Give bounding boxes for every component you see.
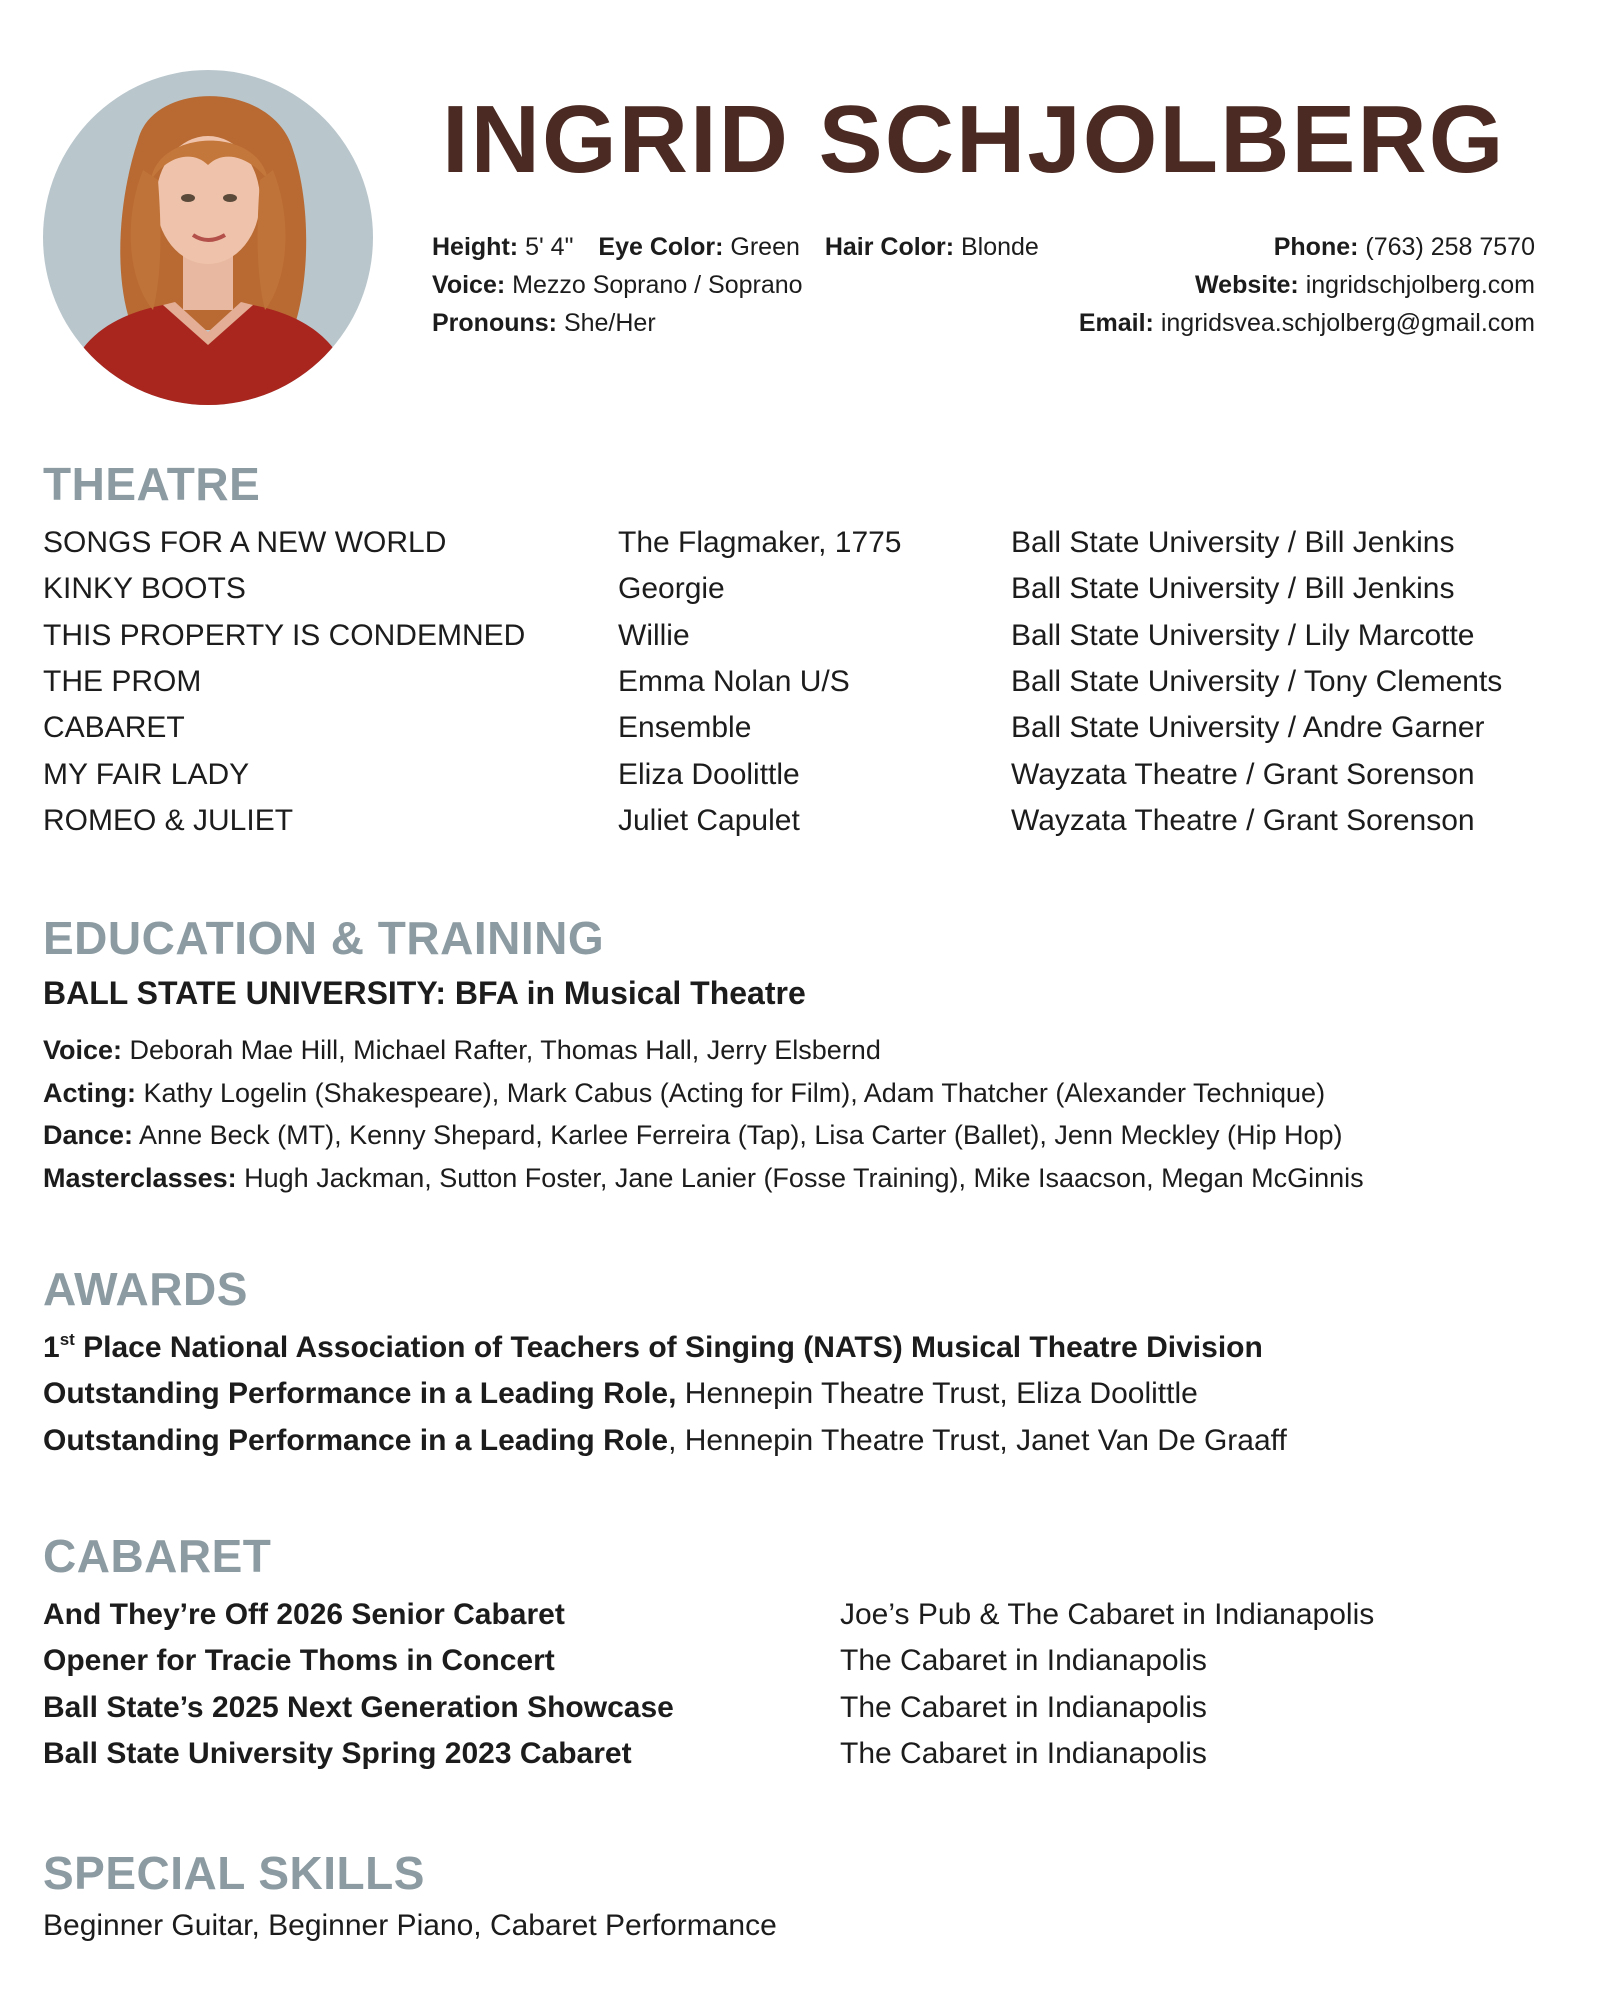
award-place-suffix: st xyxy=(59,1330,75,1349)
award-item xyxy=(43,1418,1287,1464)
award-title: Outstanding Performance in a Leading Role xyxy=(43,1423,669,1457)
cabaret-heading: CABARET xyxy=(43,1530,272,1582)
personal-info xyxy=(432,228,1039,342)
voice-value: Mezzo Soprano / Soprano xyxy=(512,271,803,299)
credit-show: ROMEO & JULIET xyxy=(43,803,294,837)
cabaret-event: Ball State University Spring 2023 Cabaret xyxy=(43,1737,632,1771)
credit-venue: Ball State University / Tony Clements xyxy=(1011,665,1503,699)
credit-role: Georgie xyxy=(618,572,725,606)
voice-line xyxy=(432,266,1039,304)
training-value: Anne Beck (MT), Kenny Shepard, Karlee Ferreira (Tap), Lisa Carter (Ballet), Jenn Meckley (Hip Hop) xyxy=(139,1120,1343,1150)
pronouns-label: Pronouns: xyxy=(432,309,557,337)
hair-color-value: Blonde xyxy=(960,233,1039,261)
training-label: Dance: xyxy=(43,1120,134,1150)
phone-line xyxy=(1079,228,1535,266)
email-line xyxy=(1079,304,1535,342)
eye-color-label: Eye Color: xyxy=(598,233,724,261)
credit-show: CABARET xyxy=(43,711,185,745)
cabaret-venue: Joe’s Pub & The Cabaret in Indianapolis xyxy=(840,1598,1375,1632)
hair-color-label: Hair Color: xyxy=(824,233,955,261)
phone-label: Phone: xyxy=(1273,233,1359,261)
training-value: Kathy Logelin (Shakespeare), Mark Cabus (Acting for Film), Adam Thatcher (Alexander Technique) xyxy=(143,1077,1326,1108)
credit-show: THE PROM xyxy=(43,665,202,699)
credit-row xyxy=(43,798,1502,844)
eye-color-value: Green xyxy=(730,233,800,261)
email-label: Email: xyxy=(1078,309,1154,337)
pronouns-line xyxy=(432,304,1039,342)
credit-role: The Flagmaker, 1775 xyxy=(618,526,902,560)
credit-role: Juliet Capulet xyxy=(618,803,800,837)
award-title: Place National Association of Teachers of Singing (NATS) Musical Theatre Division xyxy=(74,1331,1263,1364)
credit-role: Eliza Doolittle xyxy=(618,757,800,791)
skills-heading: SPECIAL SKILLS xyxy=(43,1847,425,1899)
credit-role: Emma Nolan U/S xyxy=(618,665,850,699)
training-line xyxy=(43,1072,1364,1115)
website-line xyxy=(1079,266,1535,304)
theatre-credits xyxy=(43,520,1502,844)
award-detail: , Hennepin Theatre Trust, Janet Van De Graaff xyxy=(668,1423,1287,1457)
training-list xyxy=(43,1029,1364,1199)
theatre-heading: THEATRE xyxy=(43,458,261,510)
cabaret-event: Opener for Tracie Thoms in Concert xyxy=(43,1644,555,1678)
cabaret-venue: The Cabaret in Indianapolis xyxy=(840,1644,1207,1678)
cabaret-venue: The Cabaret in Indianapolis xyxy=(840,1737,1207,1771)
credit-venue: Ball State University / Bill Jenkins xyxy=(1011,526,1455,560)
training-value: Deborah Mae Hill, Michael Rafter, Thomas Hall, Jerry Elsbernd xyxy=(129,1035,881,1065)
skills-text: Beginner Guitar, Beginner Piano, Cabaret Performance xyxy=(43,1909,777,1942)
contact-info xyxy=(1079,228,1535,342)
training-line xyxy=(43,1157,1364,1200)
phone-value[interactable]: (763) 258 7570 xyxy=(1365,233,1535,261)
credit-venue: Wayzata Theatre / Grant Sorenson xyxy=(1011,803,1475,837)
website-link[interactable]: ingridschjolberg.com xyxy=(1305,271,1535,299)
credit-venue: Ball State University / Andre Garner xyxy=(1011,711,1485,745)
credit-row xyxy=(43,751,1502,797)
credit-venue: Ball State University / Bill Jenkins xyxy=(1011,572,1455,606)
height-value: 5' 4" xyxy=(525,233,574,261)
training-line xyxy=(43,1029,1364,1072)
award-item xyxy=(43,1371,1287,1417)
education-school: BALL STATE UNIVERSITY: BFA in Musical Theatre xyxy=(43,975,806,1011)
credit-show: KINKY BOOTS xyxy=(43,572,246,606)
headshot-illustration xyxy=(43,70,373,405)
award-title: Outstanding Performance in a Leading Role, xyxy=(43,1377,677,1411)
award-item xyxy=(43,1325,1287,1371)
cabaret-venue: The Cabaret in Indianapolis xyxy=(840,1690,1207,1724)
candidate-name: INGRID SCHJOLBERG xyxy=(442,86,1506,193)
cabaret-event: And They’re Off 2026 Senior Cabaret xyxy=(43,1598,565,1632)
cabaret-row xyxy=(43,1685,1374,1731)
cabaret-row xyxy=(43,1638,1374,1684)
physical-info-line xyxy=(432,228,1039,266)
height-label: Height: xyxy=(432,233,519,261)
cabaret-row xyxy=(43,1731,1374,1777)
credit-show: THIS PROPERTY IS CONDEMNED xyxy=(43,618,526,652)
credit-row xyxy=(43,520,1502,566)
credit-show: MY FAIR LADY xyxy=(43,757,250,791)
credit-row xyxy=(43,705,1502,751)
education-heading: EDUCATION & TRAINING xyxy=(43,912,605,964)
cabaret-row xyxy=(43,1592,1374,1638)
credit-show: SONGS FOR A NEW WORLD xyxy=(43,526,447,560)
cabaret-list xyxy=(43,1592,1374,1777)
headshot-photo xyxy=(43,70,373,405)
credit-venue: Wayzata Theatre / Grant Sorenson xyxy=(1011,757,1475,791)
credit-venue: Ball State University / Lily Marcotte xyxy=(1011,618,1475,652)
website-label: Website: xyxy=(1195,271,1299,299)
credit-role: Willie xyxy=(618,618,690,652)
voice-label: Voice: xyxy=(432,271,506,299)
award-place-number: 1 xyxy=(43,1331,60,1364)
credit-row xyxy=(43,566,1502,612)
training-label: Voice: xyxy=(43,1035,123,1065)
credit-role: Ensemble xyxy=(618,711,752,745)
credit-row xyxy=(43,659,1502,705)
award-detail: Hennepin Theatre Trust, Eliza Doolittle xyxy=(676,1377,1198,1411)
pronouns-value: She/Her xyxy=(563,309,656,337)
credit-row xyxy=(43,613,1502,659)
training-line xyxy=(43,1114,1364,1157)
awards-list xyxy=(43,1325,1287,1464)
training-label: Acting: xyxy=(43,1077,136,1108)
training-label: Masterclasses: xyxy=(43,1162,237,1193)
awards-heading: AWARDS xyxy=(43,1263,248,1315)
email-link[interactable]: ingridsvea.schjolberg@gmail.com xyxy=(1160,309,1535,337)
training-value: Hugh Jackman, Sutton Foster, Jane Lanier (Fosse Training), Mike Isaacson, Megan McGinnis xyxy=(244,1162,1364,1193)
cabaret-event: Ball State’s 2025 Next Generation Showcase xyxy=(43,1690,674,1724)
